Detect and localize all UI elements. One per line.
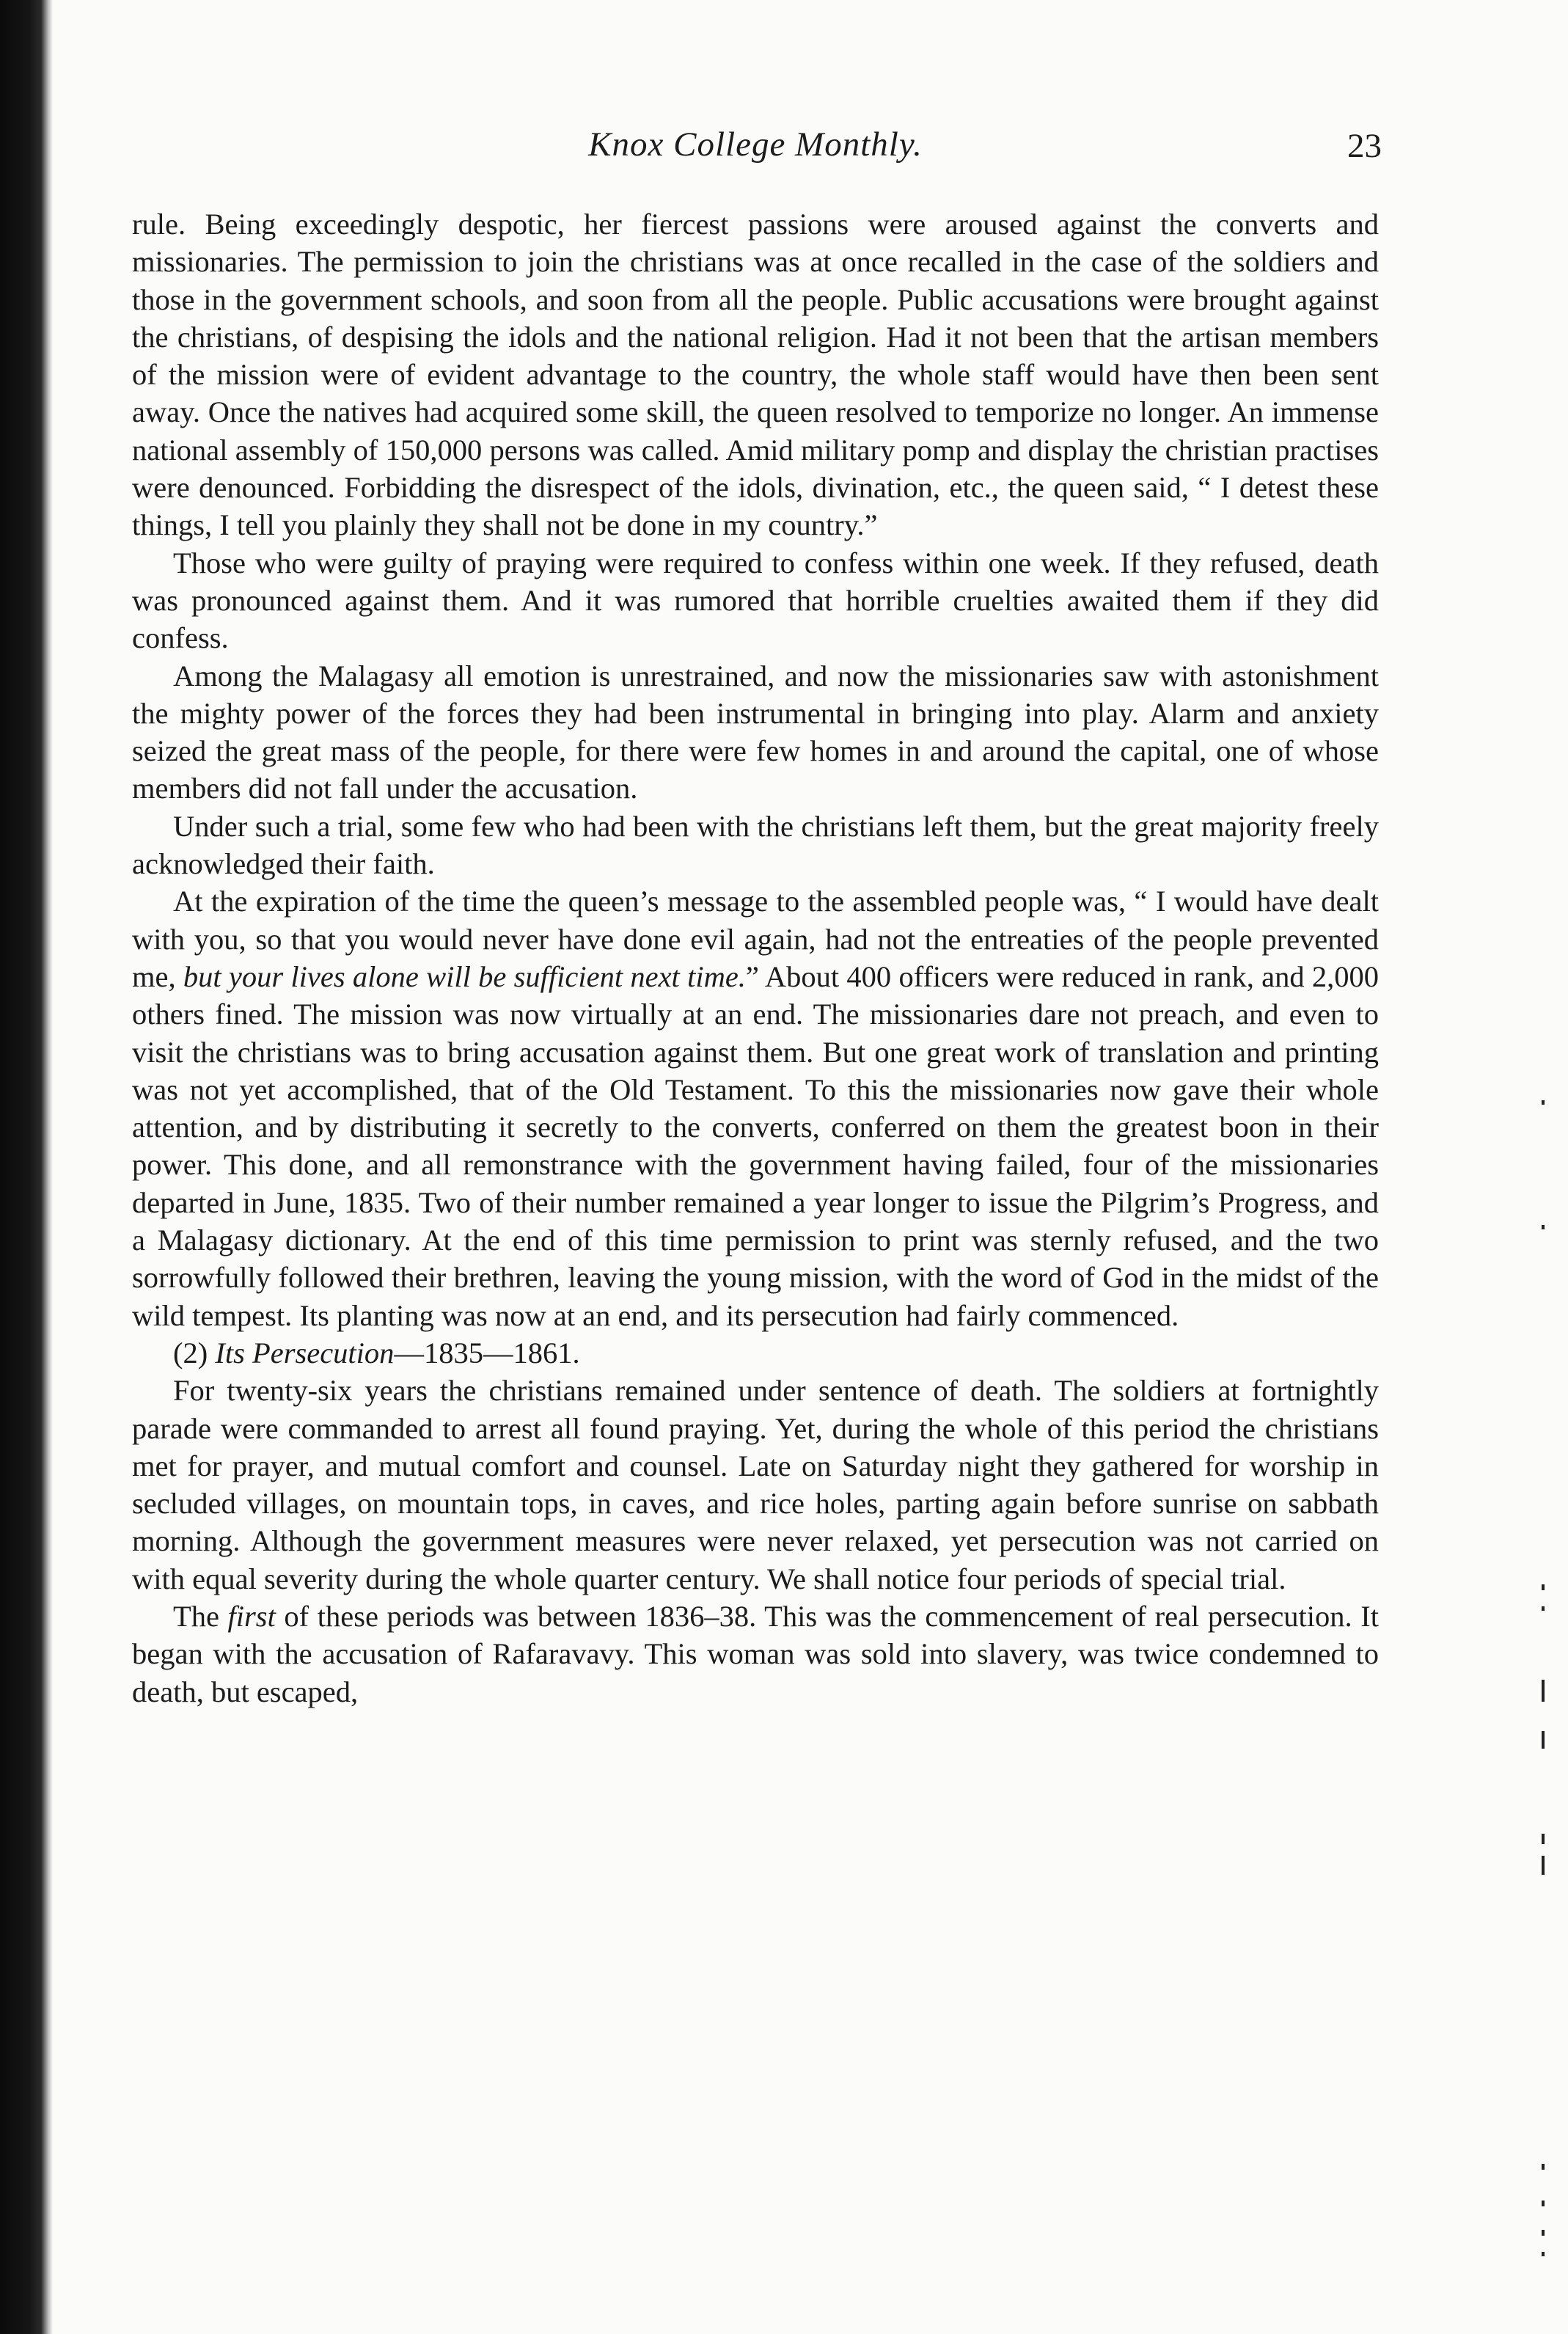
paragraph: Among the Malagasy all emotion is unrestrained, and now the missionaries saw with astonishment the mighty power of the forces they had been instrumental in bringing into play. Alarm and anxiety seized the great mass of the people, for there were few homes in and around the capital, one of whose members did not fall under the accusation. <box>132 659 1379 805</box>
paragraph: At the expiration of the time the queen’s message to the assembled people was, “ I would have dealt with you, so that you would never have done evil again, had not the entreaties of the people prevented me, but your lives alone will be sufficient next time.” About 400 officers were reduced in rank, and 2,000 others fined. The mission was now virtually at an end. The missionaries dare not preach, and even to visit the christians was to bring accusation against them. But one great work of translation and printing was not yet accomplished, that of the Old Testament. To this the missionaries now gave their whole attention, and by distributing it secretly to the converts, conferred on them the greatest boon in their power. This done, and all remonstrance with the government having failed, four of the missionaries departed in June, 1835. Two of their number remained a year longer to issue the Pilgrim’s Progress, and a Malagasy dictionary. At the end of this time permission to print was sternly refused, and the two sorrowfully followed their brethren, leaving the young mission, with the word of God in the midst of the wild tempest. Its planting was now at an end, and its persecution had fairly commenced. <box>132 885 1379 1332</box>
section-number: (2) <box>173 1336 208 1369</box>
paragraph: For twenty-six years the christians remained under sentence of death. The soldiers at fortnightly parade were commanded to arrest all found praying. Yet, during the whole of this period the christians met for prayer, and mutual comfort and counsel. Late on Saturday night they gathered for worship in secluded villages, on mountain tops, in caves, and rice holes, parting again before sunrise on sabbath morning. Although the government measures were never relaxed, yet persecution was not carried on with equal severity during the whole quarter century. We shall notice four periods of special trial. <box>132 1374 1379 1595</box>
paragraph: The first of these periods was between 1836–38. This was the commencement of real persecution. It began with the accusation of Rafaravavy. This woman was sold into slavery, was twice condemned to death, but escaped, <box>132 1599 1379 1708</box>
running-title: Knox College Monthly. <box>588 125 923 164</box>
paragraph: Those who were guilty of praying were required to confess within one week. If they refused, death was pronounced against them. And it was rumored that horrible cruelties awaited them if they did confess. <box>132 546 1379 655</box>
section-title: Its Persecution <box>215 1336 395 1369</box>
emphasis-first: first <box>227 1599 276 1633</box>
page-number: 23 <box>1347 127 1382 165</box>
paragraph: rule. Being exceedingly despotic, her fiercest passions were aroused against the converts and missionaries. The permission to join the christians was at once recalled in the case of the soldiers and those in the government schools, and soon from all the people. Public accusations were brought against the christians, of despising the idols and the national religion. Had it not been that the artisan members of the mission were of evident advantage to the country, the whole staff would have then been sent away. Once the natives had acquired some skill, the queen resolved to temporize no longer. An immense national assembly of 150,000 persons was called. Amid military pomp and display the christian practises were denounced. Forbidding the disrespect of the idols, divination, etc., the queen said, “ I detest these things, I tell you plainly they shall not be done in my country.” <box>132 208 1379 542</box>
book-binding-edge <box>0 0 53 2334</box>
right-margin-marks <box>1539 1100 1547 2259</box>
page-header <box>132 125 1382 205</box>
section-heading <box>132 1334 1379 1372</box>
book-page <box>132 125 1382 1711</box>
section-dates: —1835—1861. <box>394 1336 580 1369</box>
body-text <box>132 205 1379 1711</box>
quoted-emphasis: but your lives alone will be sufficient next time. <box>183 959 746 993</box>
paragraph: Under such a trial, some few who had been with the christians left them, but the great majority freely acknowledged their faith. <box>132 809 1379 881</box>
